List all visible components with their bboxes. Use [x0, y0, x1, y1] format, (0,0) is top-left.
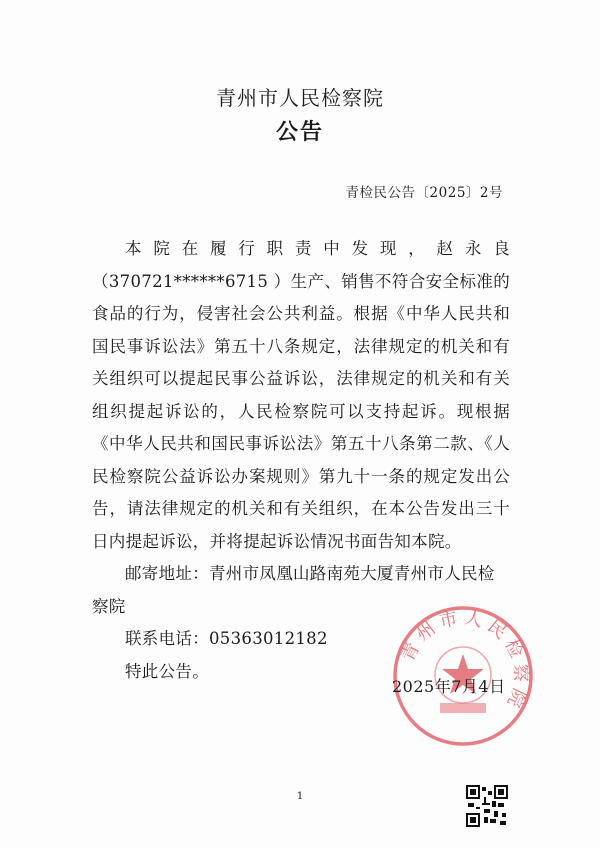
closing-statement: 特此公告。: [125, 661, 209, 681]
issue-date: 2025年7月4日: [392, 677, 506, 696]
seal-text: 青州市人民检察院: [397, 607, 532, 715]
organization-name: 青州市人民检察院: [216, 86, 384, 110]
document-title: 公告: [275, 119, 324, 145]
mailing-address: 邮寄地址：青州市凤凰山路南苑大厦青州市人民检察院: [92, 564, 495, 616]
page-number: 1: [296, 791, 304, 802]
contact-phone: 联系电话：05363012182: [125, 629, 328, 648]
qr-code-icon: [466, 785, 508, 827]
main-paragraph: 本院在履行职责中发现，赵永良（370721******6715 ）生产、销售不符合安全标准的食品的行为，侵害社会公共利益。根据《中华人民共和国民事诉讼法》第五十八条规定，法律规定的机关和有关组织可以提起民事公益诉讼，法律规定的机关和有关组织提起诉讼的，人民检察院可以支持起诉。现根据《中华人民共和国民事诉讼法》第五十八条第二款、《人民检察院公益诉讼办案规则》第九十一条的规定发出公告，请法律规定的机关和有关组织，在本公告发出三十日内提起诉讼，并将提起诉讼情况书面告知本院。: [92, 239, 510, 551]
document-number: 青检民公告〔2025〕2号: [345, 185, 503, 201]
